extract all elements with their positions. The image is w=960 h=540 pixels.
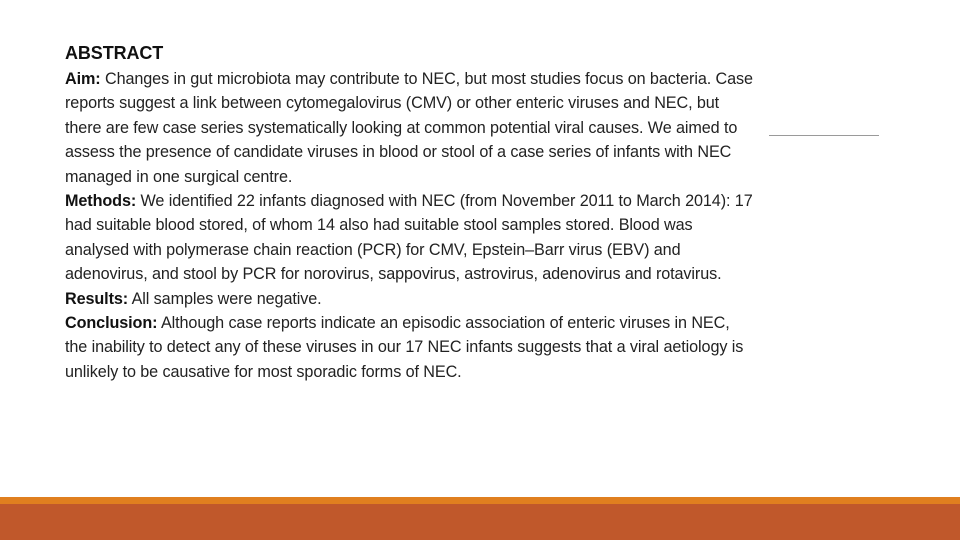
footer-bar — [0, 504, 960, 540]
methods-text: We identified 22 infants diagnosed with NEC (from November 2011 to March 2014): 17 had suitable blood stored, of whom 14 also had suitable stool samples stored. Blood was analysed with polymerase chain reaction (PCR) for CMV, Epstein–Barr virus (EBV) and adenovirus, and stool by PCR for norovirus, sappovirus, astrovirus, adenovirus and rotavirus. — [65, 192, 753, 284]
footer-accent-strip — [0, 497, 960, 504]
results-paragraph — [65, 287, 755, 311]
decorative-divider — [769, 135, 879, 136]
conclusion-paragraph — [65, 311, 755, 384]
methods-paragraph — [65, 189, 755, 287]
conclusion-label: Conclusion: — [65, 314, 158, 333]
aim-text: Changes in gut microbiota may contribute to NEC, but most studies focus on bacteria. Case reports suggest a link between cytomegalovirus (CMV) or other enteric viruses and NEC, but there are few case series systematically looking at common potential viral causes. We aimed to assess the presence of candidate viruses in blood or stool of a case series of infants with NEC managed in one surgical centre. — [65, 70, 753, 186]
results-text: All samples were negative. — [131, 289, 322, 308]
aim-label: Aim: — [65, 70, 101, 88]
abstract-heading: ABSTRACT — [65, 43, 164, 63]
aim-paragraph — [65, 67, 755, 189]
methods-label: Methods: — [65, 192, 137, 211]
results-label: Results: — [65, 289, 129, 308]
abstract-block — [65, 42, 755, 384]
conclusion-text: Although case reports indicate an episodic association of enteric viruses in NEC, the inability to detect any of these viruses in our 17 NEC infants suggests that a viral aetiology is unlikely to be causative for most sporadic forms of NEC. — [65, 314, 744, 381]
